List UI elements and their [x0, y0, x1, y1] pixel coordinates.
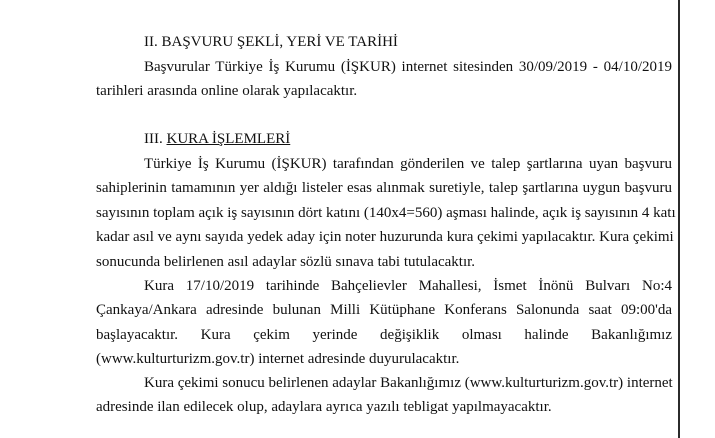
text-line: tarihleri arasında online olarak yapılacaktır.: [96, 83, 358, 100]
text-line: sahiplerinin tamamının yer aldığı listeler esas alınmak suretiyle, talep şartlarına uygun başvuru: [96, 180, 672, 197]
paragraph-basvuru: [96, 55, 672, 104]
text-line: başlayacaktır. Kura çekim yerinde değişiklik olması halinde Bakanlığımız: [96, 326, 672, 343]
heading-number: III.: [144, 131, 167, 147]
text-line: Çankaya/Ankara adresinde bulunan Milli Kütüphane Konferans Salonunda saat 09:00'da: [96, 302, 672, 319]
text-line: Kura çekimi sonucu belirlenen adaylar Bakanlığımız (www.kulturturizm.gov.tr) internet: [144, 375, 673, 391]
page-edge-line: [678, 0, 680, 438]
paragraph-kura-1: [96, 152, 676, 274]
text-line: (www.kulturturizm.gov.tr) internet adresinde duyurulacaktır.: [96, 351, 460, 368]
section-heading-basvuru: II. BAŞVURU ŞEKLİ, YERİ VE TARİHİ: [144, 34, 398, 50]
text-line: kadar asıl ve aynı sayıda yedek aday için noter huzurunda kura çekimi yapılacaktır. Kura çekimi: [96, 229, 674, 246]
section-heading-kura: [144, 127, 290, 151]
text-line: sayısının toplam açık iş sayısının dört katını (140x4=560) aşması halinde, açık iş sayısının 4 katı: [96, 204, 676, 221]
heading-title: KURA İŞLEMLERİ: [166, 131, 291, 147]
paragraph-kura-3: [96, 371, 672, 420]
text-line: Başvurular Türkiye İş Kurumu (İŞKUR) internet sitesinden 30/09/2019 - 04/10/2019: [144, 59, 672, 75]
text-line: adresinde ilan edilecek olup, adaylara ayrıca yazılı tebligat yapılmayacaktır.: [96, 399, 552, 416]
text-line: sonucunda belirlenen asıl adaylar sözlü sınava tabi tutulacaktır.: [96, 253, 476, 270]
text-line: Türkiye İş Kurumu (İŞKUR) tarafından gönderilen ve talep şartlarına uyan başvuru: [144, 156, 672, 172]
paragraph-kura-2: [96, 274, 672, 372]
text-line: Kura 17/10/2019 tarihinde Bahçelievler Mahallesi, İsmet İnönü Bulvarı No:4: [144, 278, 672, 294]
